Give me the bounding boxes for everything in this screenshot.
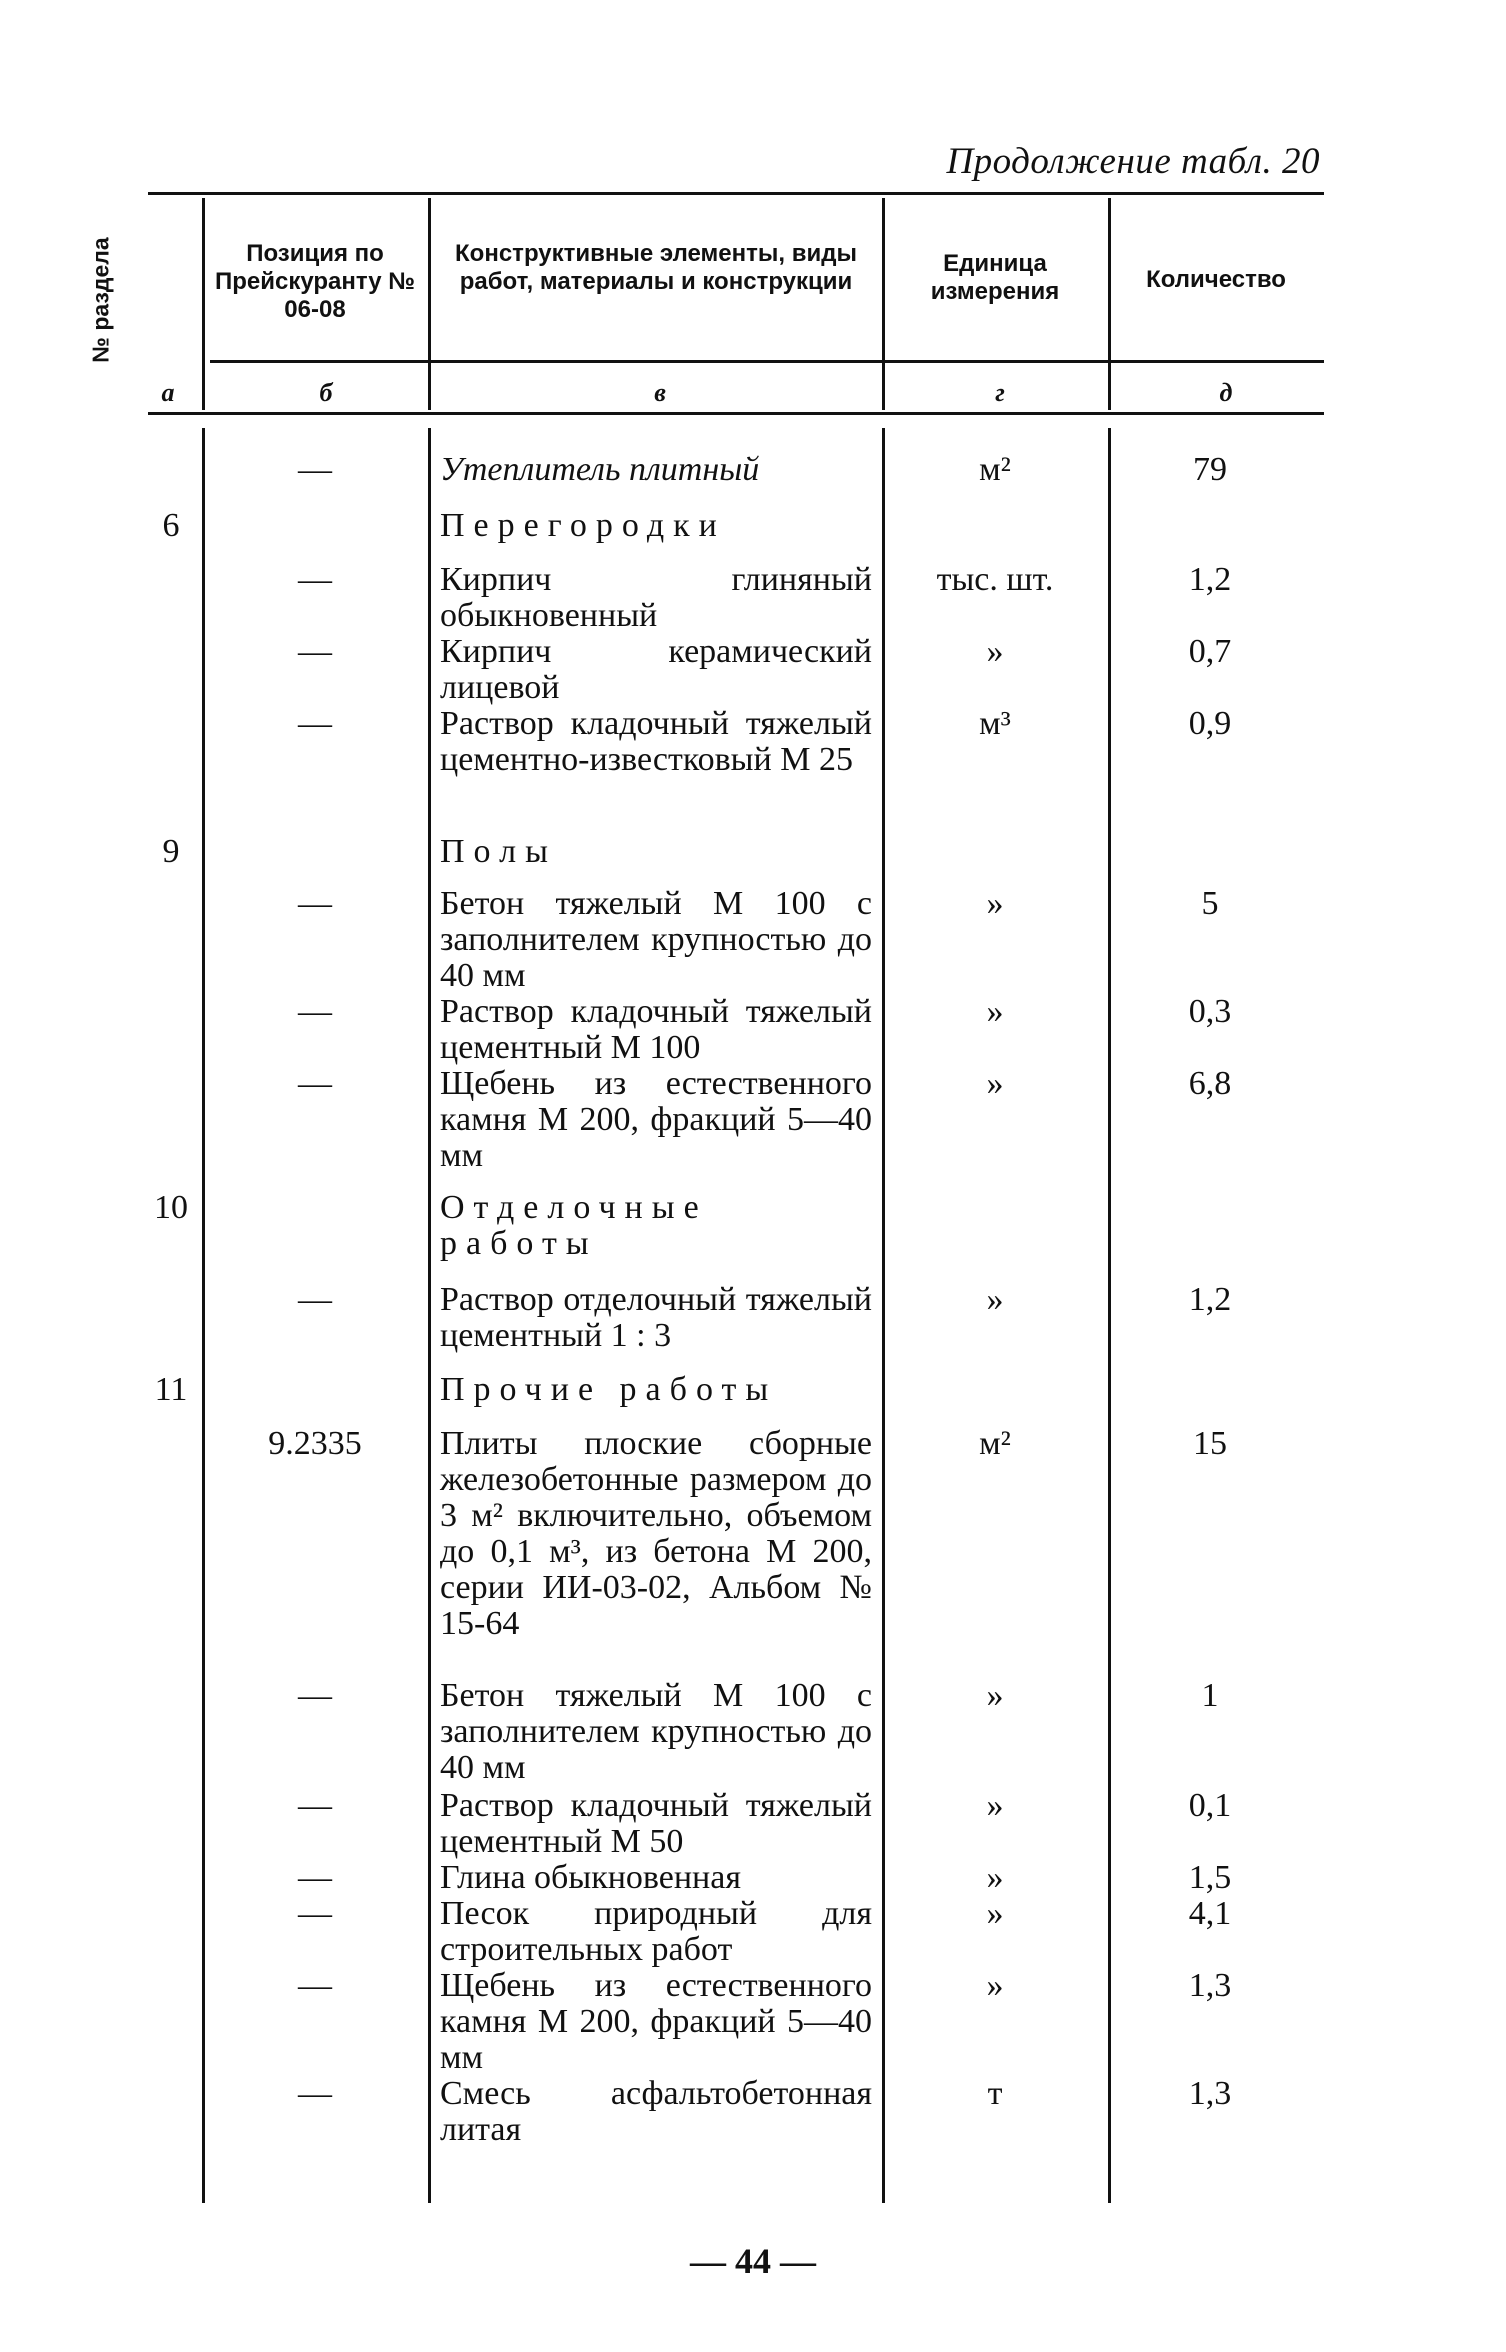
row-0-quantity: 79	[1193, 451, 1227, 488]
row-2-unit: тыс. шт.	[936, 561, 1054, 598]
row-16-position: —	[298, 1895, 332, 1932]
row-7-unit: »	[986, 993, 1004, 1030]
column-divider-4-body	[1108, 428, 1111, 2203]
row-16-quantity: 4,1	[1188, 1895, 1232, 1932]
row-8-position: —	[298, 1065, 332, 1102]
row-8-unit: »	[986, 1065, 1004, 1102]
row-15-unit: »	[986, 1859, 1004, 1896]
row-13-quantity: 1	[1201, 1677, 1219, 1714]
row-1-description: Перегородки	[440, 507, 726, 544]
row-9-section: 10	[154, 1189, 188, 1226]
row-2-position: —	[298, 561, 332, 598]
row-5-description: Полы	[440, 833, 557, 870]
row-16-unit: »	[986, 1895, 1004, 1932]
row-4-unit: м³	[979, 705, 1011, 742]
row-4-description: Раствор кладочный тяжелый цементно-известковый М 25	[440, 705, 872, 778]
row-15-position: —	[298, 1859, 332, 1896]
row-17-unit: »	[986, 1967, 1004, 2004]
letter-a: а	[161, 378, 175, 407]
row-15-description: Глина обыкновенная	[440, 1859, 741, 1896]
row-10-quantity: 1,2	[1188, 1281, 1232, 1318]
row-14-quantity: 0,1	[1188, 1787, 1232, 1824]
row-14-description: Раствор кладочный тяжелый цементный М 50	[440, 1787, 872, 1860]
header-position: Позиция по Прейскуранту № 06-08	[214, 240, 416, 323]
row-4-quantity: 0,9	[1188, 705, 1232, 742]
row-18-unit: т	[987, 2075, 1003, 2112]
letter-b: б	[319, 378, 333, 407]
row-10-unit: »	[986, 1281, 1004, 1318]
row-2-quantity: 1,2	[1188, 561, 1232, 598]
header-quantity: Количество	[1146, 266, 1286, 293]
column-divider-3-body	[882, 428, 885, 2203]
row-11-description: Прочие работы	[440, 1371, 778, 1408]
header-bottom-rule	[210, 360, 1324, 363]
column-divider-1	[202, 198, 205, 410]
row-13-position: —	[298, 1677, 332, 1714]
header-elements: Конструктивные элементы, виды работ, материалы и конструкции	[455, 240, 857, 295]
row-3-position: —	[298, 633, 332, 670]
column-divider-1-body	[202, 428, 205, 2203]
column-divider-2-body	[428, 428, 431, 2203]
row-16-description: Песок природный для строительных работ	[440, 1895, 872, 1968]
row-10-description: Раствор отделочный тяжелый цементный 1 : 3	[440, 1281, 872, 1354]
row-12-position: 9.2335	[268, 1425, 362, 1462]
row-6-unit: »	[986, 885, 1004, 922]
row-17-quantity: 1,3	[1188, 1967, 1232, 2004]
column-divider-4	[1108, 198, 1111, 410]
row-10-position: —	[298, 1281, 332, 1318]
table-caption: Продолжение табл. 20	[946, 141, 1320, 182]
row-1-section: 6	[162, 507, 180, 544]
column-divider-2	[428, 198, 431, 410]
row-6-description: Бетон тяжелый М 100 с заполнителем крупностью до 40 мм	[440, 885, 872, 994]
row-6-quantity: 5	[1201, 885, 1219, 922]
row-6-position: —	[298, 885, 332, 922]
row-0-unit: м²	[979, 451, 1011, 488]
row-12-quantity: 15	[1193, 1425, 1227, 1462]
row-14-position: —	[298, 1787, 332, 1824]
row-18-description: Смесь асфальтобетонная литая	[440, 2075, 872, 2148]
table-top-rule	[148, 192, 1324, 195]
row-0-position: —	[298, 451, 332, 488]
row-8-description: Щебень из естественного камня М 200, фракций 5—40 мм	[440, 1065, 872, 1174]
row-14-unit: »	[986, 1787, 1004, 1824]
row-7-position: —	[298, 993, 332, 1030]
row-7-quantity: 0,3	[1188, 993, 1232, 1030]
row-17-position: —	[298, 1967, 332, 2004]
row-11-section: 11	[154, 1371, 188, 1408]
row-13-unit: »	[986, 1677, 1004, 1714]
letter-row-rule	[148, 412, 1324, 415]
row-13-description: Бетон тяжелый М 100 с заполнителем крупностью до 40 мм	[440, 1677, 872, 1786]
row-2-description: Кирпич глиняный обыкновенный	[440, 561, 872, 634]
row-9-description: Отделочные работы	[440, 1189, 708, 1262]
row-17-description: Щебень из естественного камня М 200, фракций 5—40 мм	[440, 1967, 872, 2076]
page-number: — 44 —	[690, 2241, 816, 2281]
letter-d: г	[995, 378, 1005, 407]
row-12-description: Плиты плоские сборные железобетонные размером до 3 м² включительно, объемом до 0,1 м³, из бетона М 200, серии ИИ-03-02, Альбом № 15-64	[440, 1425, 872, 1642]
letter-c: в	[654, 378, 666, 407]
row-0-description: Утеплитель плитный	[440, 451, 760, 488]
column-divider-3	[882, 198, 885, 410]
row-3-unit: »	[986, 633, 1004, 670]
row-3-description: Кирпич керамический лицевой	[440, 633, 872, 706]
row-12-unit: м²	[979, 1425, 1011, 1462]
row-15-quantity: 1,5	[1188, 1859, 1232, 1896]
row-18-position: —	[298, 2075, 332, 2112]
row-7-description: Раствор кладочный тяжелый цементный М 100	[440, 993, 872, 1066]
row-8-quantity: 6,8	[1188, 1065, 1232, 1102]
header-unit: Единица измерения	[930, 250, 1060, 305]
letter-e: д	[1219, 378, 1233, 407]
row-3-quantity: 0,7	[1188, 633, 1232, 670]
row-4-position: —	[298, 705, 332, 742]
row-5-section: 9	[162, 833, 180, 870]
header-section-number: № раздела	[87, 237, 114, 363]
row-18-quantity: 1,3	[1188, 2075, 1232, 2112]
